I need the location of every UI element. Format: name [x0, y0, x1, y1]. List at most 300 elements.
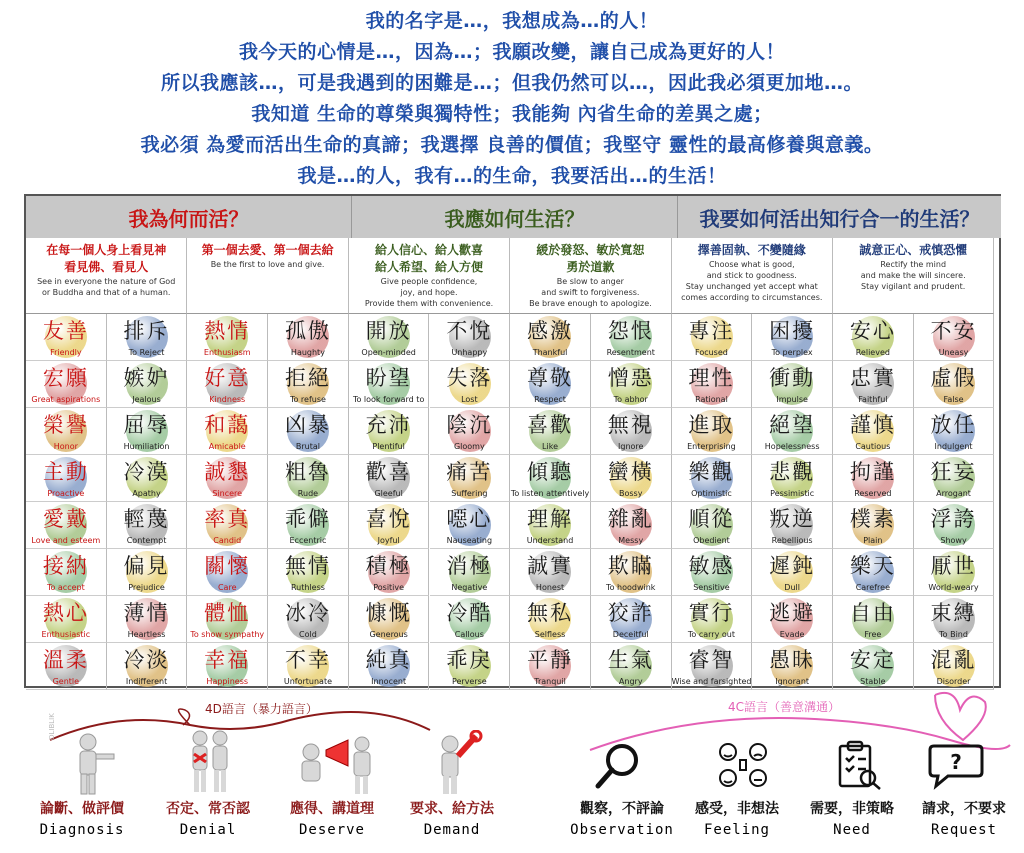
emotion-en: Plain: [863, 536, 883, 545]
emotion-zh: 熱情: [204, 319, 251, 343]
subheader-zh: 擇善固執、不變隨緣: [697, 243, 806, 257]
emotion-en: Carefree: [855, 583, 890, 592]
emotion-en: Hopelessness: [764, 442, 820, 451]
svg-text:?: ?: [950, 750, 962, 774]
emotion-cell: [914, 549, 995, 596]
emotion-en: To show sympathy: [190, 630, 265, 639]
emotion-zh: 開放: [365, 319, 412, 343]
emotion-cell: [510, 314, 591, 361]
emotion-zh: 凶暴: [284, 413, 331, 437]
emotion-en: Great aspirations: [31, 395, 101, 404]
subheader-zh: 看見佛、看見人: [64, 260, 149, 274]
emotion-cell: [187, 596, 268, 643]
subheader-en: joy, and hope.: [400, 288, 458, 297]
emotion-zh: 榮譽: [42, 413, 89, 437]
emotion-cell: [430, 455, 511, 502]
emotion-cell: [430, 643, 511, 690]
subheader-zh: 第一個去愛、第一個去給: [201, 243, 334, 257]
emotion-en: Deceitful: [612, 630, 649, 639]
emotion-cell: [26, 549, 107, 596]
emotion-cell: [591, 549, 672, 596]
emotion-cell: [430, 596, 511, 643]
emotion-en: Dull: [784, 583, 800, 592]
emotion-cell: [752, 643, 833, 690]
emotion-en: Haughty: [290, 348, 325, 357]
emotion-zh: 實行: [688, 601, 735, 625]
subheader-5: [833, 238, 994, 314]
intro-line: 我知道 生命的尊榮與獨特性；我能夠 內省生命的差異之處；: [251, 103, 773, 125]
watermark-text: OLIBLIK: [48, 713, 56, 740]
emotion-cell: [187, 408, 268, 455]
emotion-cell: [591, 361, 672, 408]
emotion-cell: [430, 549, 511, 596]
emotion-zh: 積極: [365, 554, 412, 578]
intro-line: 所以我應該…，可是我遇到的困難是…；但我仍然可以…，因此我必須更加地…。: [160, 72, 863, 94]
emotion-cell: [833, 408, 914, 455]
emotion-en: Respect: [534, 395, 566, 404]
emotion-en: Pessimistic: [770, 489, 815, 498]
emotion-cell: [268, 596, 349, 643]
emotion-en: Candid: [213, 536, 242, 545]
emotion-cell: [914, 596, 995, 643]
subheader-2: [349, 238, 510, 314]
question-bubble-icon: [928, 742, 984, 790]
subheader-3: [510, 238, 671, 314]
emotion-zh: 歡喜: [365, 460, 412, 484]
emotion-zh: 喜悅: [365, 507, 412, 531]
emotion-cell: [833, 455, 914, 502]
emotion-cell: [349, 314, 430, 361]
emotion-cell: [833, 502, 914, 549]
emotion-zh: 粗魯: [284, 460, 331, 484]
emotion-cell: [187, 643, 268, 690]
emotion-cell: [833, 314, 914, 361]
emotion-en: Angry: [618, 677, 643, 686]
label-observation: 觀察，不評論 Observation: [570, 801, 674, 838]
label-demand: 要求、給方法 Demand: [410, 801, 494, 838]
subheader-zh: 在每一個人身上看見神: [46, 243, 167, 257]
emotion-cell: [914, 643, 995, 690]
emotion-cell: [268, 549, 349, 596]
emotion-cell: [26, 408, 107, 455]
emotion-zh: 敏感: [688, 554, 735, 578]
emotion-en: Nauseating: [446, 536, 493, 545]
emotion-en: Focused: [695, 348, 728, 357]
subheader-en: See in everyone the nature of God: [37, 277, 176, 286]
emotion-cell: [268, 643, 349, 690]
emotion-en: Care: [217, 583, 237, 592]
emotion-en: Gloomy: [453, 442, 485, 451]
emotion-zh: 純真: [365, 648, 412, 672]
emotion-en: Rational: [695, 395, 728, 404]
emotion-cell: [914, 455, 995, 502]
emotion-en: Bossy: [619, 489, 643, 498]
emotion-zh: 困擾: [769, 319, 816, 343]
emotion-zh: 樂天: [849, 554, 896, 578]
emotion-en: Kindness: [209, 395, 246, 404]
emotion-zh: 拒絕: [284, 366, 331, 390]
emotion-zh: 宏願: [42, 366, 89, 390]
emotion-cell: [349, 408, 430, 455]
emotion-cell: [430, 502, 511, 549]
emotion-cell: [833, 361, 914, 408]
emotion-cell: [752, 549, 833, 596]
emotion-en: Thankful: [532, 348, 568, 357]
wrench-figure-icon: [424, 730, 484, 796]
emotion-cell: [752, 361, 833, 408]
subheader-en: and swift to forgiveness.: [541, 288, 640, 297]
intro-block: [0, 6, 1024, 192]
emotion-zh: 生氣: [607, 648, 654, 672]
emotion-zh: 樸素: [849, 507, 896, 531]
label-need: 需要，非策略 Need: [810, 801, 894, 838]
label-deserve: 應得、講道理 Deserve: [290, 801, 374, 838]
emotion-en: Understand: [526, 536, 574, 545]
emotion-en: Ignorant: [775, 677, 810, 686]
emotion-cell: [672, 455, 753, 502]
label-feeling: 感受，非想法 Feeling: [695, 801, 779, 838]
subheader-en: Provide them with convenience.: [364, 299, 494, 308]
subheader-zh: 給人信心、給人歡喜: [374, 243, 483, 257]
emotion-cell: [914, 361, 995, 408]
emotion-cell: [510, 643, 591, 690]
intro-line: 我今天的心情是…，因為…；我願改變，讓自己成為更好的人！: [238, 41, 785, 63]
emotion-grid: [24, 194, 1001, 688]
emotion-zh: 率真: [204, 507, 251, 531]
emotion-cell: [672, 314, 753, 361]
emotion-cell: [430, 408, 511, 455]
subheader-en: Choose what is good,: [708, 260, 795, 269]
emotion-zh: 幸福: [204, 648, 251, 672]
emotion-en: Prejudice: [128, 583, 165, 592]
emotion-en: Wise and farsighted: [671, 677, 752, 686]
emotion-en: Rebellious: [771, 536, 813, 545]
emotion-en: Open-minded: [361, 348, 416, 357]
emotion-zh: 慷慨: [365, 601, 412, 625]
emotion-en: Gentle: [52, 677, 80, 686]
subheader-zh: 緩於發怒、敏於寬恕: [536, 243, 645, 257]
emotion-cell: [591, 408, 672, 455]
emotion-zh: 喜歡: [527, 413, 574, 437]
emotion-zh: 不悅: [446, 319, 493, 343]
emotion-zh: 接納: [42, 554, 89, 578]
emotion-cell: [107, 408, 188, 455]
intro-line: 我必須 為愛而活出生命的真諦；我選擇 良善的價值；我堅守 靈性的最高修養與意義。: [140, 134, 884, 156]
emotion-cell: [591, 455, 672, 502]
emotion-zh: 狂妄: [930, 460, 977, 484]
emotion-en: To Bind: [939, 630, 968, 639]
emotion-zh: 拘謹: [849, 460, 896, 484]
emotion-en: Plentiful: [372, 442, 405, 451]
emotion-cell: [430, 361, 511, 408]
emotion-zh: 遲鈍: [769, 554, 816, 578]
emotion-zh: 謹慎: [849, 413, 896, 437]
emotion-en: Friendly: [50, 348, 82, 357]
emotion-zh: 誠實: [527, 554, 574, 578]
emotion-en: Love and esteem: [31, 536, 101, 545]
emotion-cell: [752, 596, 833, 643]
megaphone-figure-icon: [296, 732, 376, 796]
emotion-cell: [672, 361, 753, 408]
emotion-en: Joyful: [377, 536, 400, 545]
emotion-zh: 不幸: [284, 648, 331, 672]
emotion-zh: 冷酷: [446, 601, 493, 625]
emotion-en: Positive: [373, 583, 405, 592]
header-how-live: 我應如何生活？: [352, 196, 678, 238]
subheader-en: Rectify the mind: [880, 260, 947, 269]
emotion-zh: 陰沉: [446, 413, 493, 437]
subheader-en: Be slow to anger: [556, 277, 624, 286]
emotion-cell: [510, 549, 591, 596]
emotion-zh: 混亂: [930, 648, 977, 672]
emotion-zh: 無情: [284, 554, 331, 578]
emotion-en: To listen attentively: [510, 489, 590, 498]
emotion-zh: 乖戾: [446, 648, 493, 672]
emotion-cell: [268, 455, 349, 502]
emotion-zh: 溫柔: [42, 648, 89, 672]
subheader-en: and stick to goodness.: [706, 271, 797, 280]
emotion-cell: [591, 502, 672, 549]
emotion-zh: 專注: [688, 319, 735, 343]
emotion-zh: 進取: [688, 413, 735, 437]
emotion-en: False: [943, 395, 964, 404]
emotion-zh: 充沛: [365, 413, 412, 437]
emotion-en: Lost: [461, 395, 478, 404]
emotion-cell: [510, 502, 591, 549]
emotion-zh: 冰冷: [284, 601, 331, 625]
emotion-zh: 和藹: [204, 413, 251, 437]
emotion-en: Sincere: [212, 489, 243, 498]
emotion-zh: 忠實: [849, 366, 896, 390]
emotion-cell: [914, 408, 995, 455]
emotion-en: Jealous: [132, 395, 161, 404]
emotion-cell: [26, 643, 107, 690]
emotion-zh: 冷漠: [123, 460, 170, 484]
emotion-en: Honest: [535, 583, 565, 592]
header-unity-live: 我要如何活出知行合一的生活？: [678, 196, 1001, 238]
emotion-zh: 狡詐: [607, 601, 654, 625]
emotion-cell: [349, 643, 430, 690]
emotion-en: Enterprising: [687, 442, 736, 451]
emotion-zh: 誠懇: [204, 460, 251, 484]
emotion-zh: 愚昧: [769, 648, 816, 672]
emotion-zh: 虛假: [930, 366, 977, 390]
emotion-en: Callous: [454, 630, 484, 639]
emotion-en: Perverse: [451, 677, 487, 686]
emotion-en: Ruthless: [290, 583, 325, 592]
subheader-zh: 勇於道歉: [566, 260, 615, 274]
intro-line: 我是…的人，我有…的生命，我要活出…的生活！: [297, 165, 727, 187]
emotion-en: Unfortunate: [283, 677, 333, 686]
emotion-zh: 屈辱: [123, 413, 170, 437]
title-4c: 4C語言（善意溝通）: [728, 700, 841, 714]
emotion-cell: [510, 361, 591, 408]
emotion-zh: 好意: [204, 366, 251, 390]
emotion-zh: 理性: [688, 366, 735, 390]
emotion-en: Unhappy: [451, 348, 488, 357]
emotion-zh: 欺瞞: [607, 554, 654, 578]
emotion-zh: 尊敬: [527, 366, 574, 390]
emotion-zh: 放任: [930, 413, 977, 437]
emotion-cell: [833, 549, 914, 596]
emotion-zh: 絕望: [769, 413, 816, 437]
emotion-zh: 衝動: [769, 366, 816, 390]
emotion-cell: [672, 643, 753, 690]
emotion-en: Showy: [940, 536, 967, 545]
subheader-en: Stay vigilant and prudent.: [861, 282, 966, 291]
emotion-en: Resentment: [606, 348, 655, 357]
emotion-zh: 消極: [446, 554, 493, 578]
emotion-zh: 愛戴: [42, 507, 89, 531]
emotion-cell: [187, 361, 268, 408]
emotion-en: To perplex: [771, 348, 813, 357]
emotion-zh: 樂觀: [688, 460, 735, 484]
emotion-cell: [107, 361, 188, 408]
emotion-en: Impulse: [776, 395, 808, 404]
emotion-en: Contempt: [126, 536, 167, 545]
emotion-zh: 平靜: [527, 648, 574, 672]
emotion-en: Evade: [779, 630, 805, 639]
emotion-zh: 噁心: [446, 507, 493, 531]
emotion-en: Happiness: [206, 677, 249, 686]
emotion-en: World-weary: [928, 583, 979, 592]
subheader-en: or Buddha and that of a human.: [41, 288, 171, 297]
emotion-zh: 熱心: [42, 601, 89, 625]
emotion-cell: [349, 502, 430, 549]
label-denial: 否定、常否認 Denial: [166, 801, 250, 838]
emotion-zh: 浮誇: [930, 507, 977, 531]
emotion-zh: 束縛: [930, 601, 977, 625]
emotion-en: To hoodwink: [606, 583, 656, 592]
emotion-cell: [591, 643, 672, 690]
crossed-arms-figure-icon: [180, 728, 240, 796]
emotion-zh: 憎惡: [607, 366, 654, 390]
emotion-zh: 盼望: [365, 366, 412, 390]
emotion-zh: 痛苦: [446, 460, 493, 484]
emotion-zh: 孤傲: [284, 319, 331, 343]
emotion-cell: [752, 502, 833, 549]
emotion-zh: 厭世: [930, 554, 977, 578]
emotion-cell: [914, 502, 995, 549]
emotion-zh: 叛逆: [769, 507, 816, 531]
emotion-en: Disorder: [936, 677, 971, 686]
emotion-cell: [107, 455, 188, 502]
subheader-1: [187, 238, 348, 314]
emotion-en: Brutal: [295, 442, 320, 451]
emotion-en: Arrogant: [936, 489, 971, 498]
emotion-en: Suffering: [451, 489, 488, 498]
emotion-cell: [833, 643, 914, 690]
label-diagnosis: 論斷、做評價 Diagnosis: [39, 801, 125, 838]
emotion-en: Ignore: [618, 442, 644, 451]
emotion-en: To carry out: [687, 630, 735, 639]
subheader-zh: 給人希望、給人方便: [374, 260, 483, 274]
emotion-en: Generous: [369, 630, 408, 639]
emotion-en: To Reject: [128, 348, 165, 357]
subheader-en: Give people confidence,: [380, 277, 478, 286]
subheader-en: Be brave enough to apologize.: [529, 299, 652, 308]
emotion-zh: 冷淡: [123, 648, 170, 672]
magnifier-icon: [594, 740, 644, 790]
emotion-en: Heartless: [127, 630, 166, 639]
emotion-cell: [187, 455, 268, 502]
emotion-cell: [349, 361, 430, 408]
emotion-cell: [187, 314, 268, 361]
emotion-en: Cautious: [855, 442, 891, 451]
emotion-en: Humiliation: [123, 442, 170, 451]
emotion-en: Indifferent: [125, 677, 168, 686]
emotion-en: Obedient: [693, 536, 730, 545]
emotion-en: To accept: [46, 583, 85, 592]
emotion-zh: 安心: [849, 319, 896, 343]
emotion-cell: [26, 502, 107, 549]
pointing-figure-icon: [58, 732, 118, 796]
emotion-cell: [107, 643, 188, 690]
emotion-en: Apathy: [132, 489, 161, 498]
emotion-en: Proactive: [47, 489, 85, 498]
emotion-cell: [107, 596, 188, 643]
emotion-cell: [26, 314, 107, 361]
emotion-zh: 悲觀: [769, 460, 816, 484]
emotion-cell: [349, 549, 430, 596]
subheader-4: [672, 238, 833, 314]
emotion-en: To refuse: [289, 395, 326, 404]
emotion-cell: [26, 455, 107, 502]
emotion-zh: 薄情: [123, 601, 170, 625]
emotion-zh: 主動: [42, 460, 89, 484]
emotion-cell: [672, 596, 753, 643]
emotion-cell: [672, 549, 753, 596]
emotion-zh: 感激: [527, 319, 574, 343]
emotion-zh: 傾聽: [527, 460, 574, 484]
emotion-en: Sensitive: [693, 583, 730, 592]
emotion-en: Free: [864, 630, 882, 639]
emotion-en: Reserved: [854, 489, 892, 498]
subheader-zh: 誠意正心、戒慎恐懼: [859, 243, 968, 257]
emotion-zh: 友善: [42, 319, 89, 343]
emotion-cell: [510, 455, 591, 502]
emotion-cell: [591, 314, 672, 361]
emotion-en: Optimistic: [691, 489, 732, 498]
emotion-en: Messy: [618, 536, 644, 545]
emotion-zh: 蠻橫: [607, 460, 654, 484]
faces-icon: [716, 740, 770, 790]
emotion-zh: 排斥: [123, 319, 170, 343]
emotion-en: Like: [542, 442, 558, 451]
emotion-zh: 失落: [446, 366, 493, 390]
emotion-cell: [752, 408, 833, 455]
emotion-en: Gleeful: [374, 489, 403, 498]
emotion-en: Cold: [299, 630, 317, 639]
emotion-cell: [107, 314, 188, 361]
emotion-en: Stable: [860, 677, 886, 686]
emotion-zh: 理解: [527, 507, 574, 531]
emotion-cell: [26, 361, 107, 408]
subheader-en: and make the will sincere.: [860, 271, 966, 280]
emotion-cell: [752, 455, 833, 502]
emotion-en: Rude: [297, 489, 319, 498]
emotion-zh: 不安: [930, 319, 977, 343]
emotion-en: Negative: [451, 583, 488, 592]
emotion-cell: [107, 549, 188, 596]
subheader-en: Be the first to love and give.: [210, 260, 325, 269]
emotion-cell: [268, 408, 349, 455]
emotion-en: Enthusiasm: [203, 348, 251, 357]
emotion-en: Indulgent: [934, 442, 973, 451]
emotion-zh: 體恤: [204, 601, 251, 625]
emotion-zh: 逃避: [769, 601, 816, 625]
emotion-en: Innocent: [371, 677, 407, 686]
